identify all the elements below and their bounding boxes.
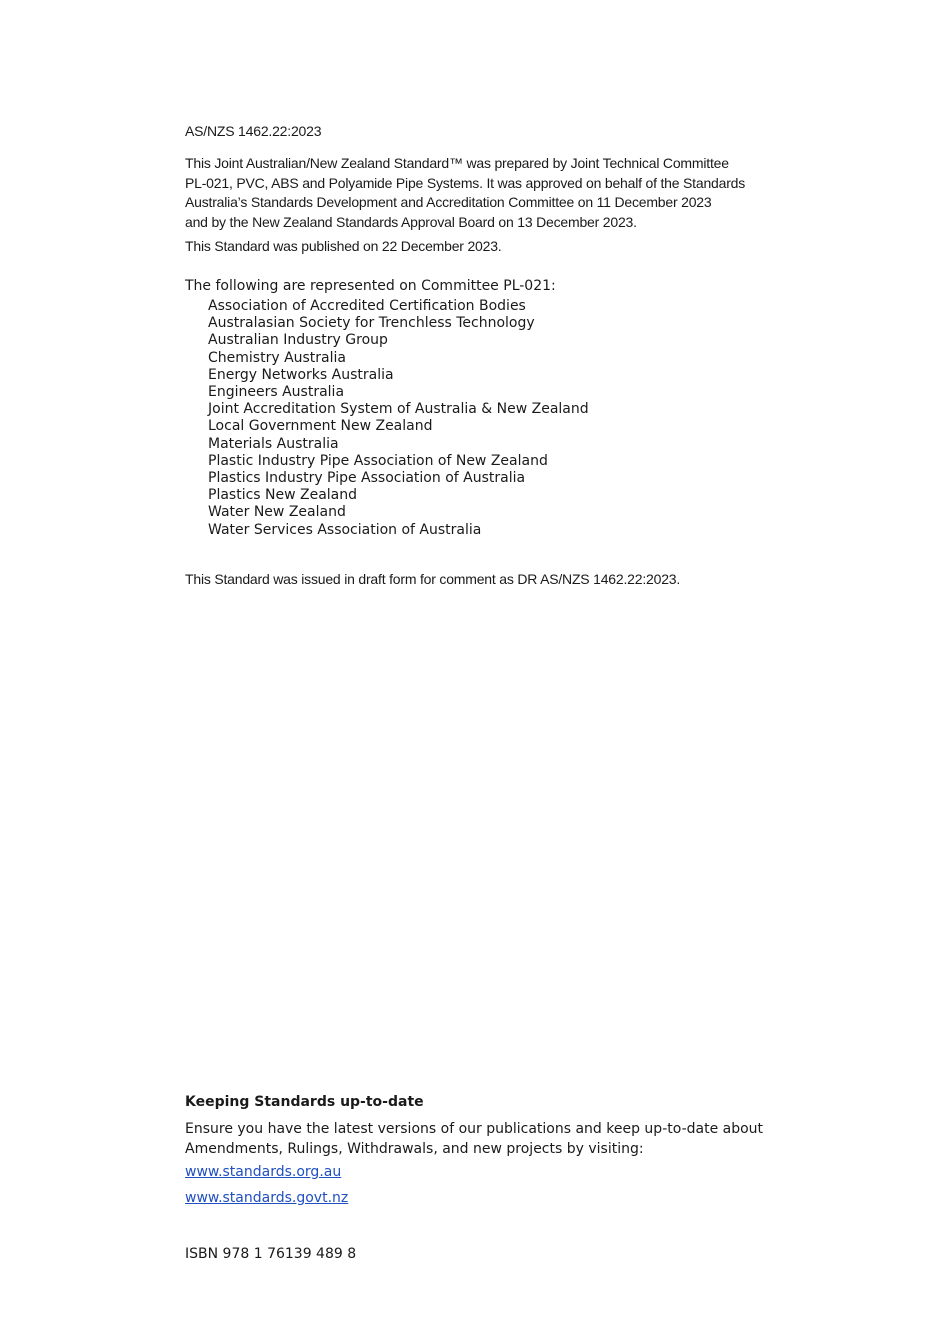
document-page [185, 0, 785, 1344]
committee-member: Joint Accreditation System of Australia & New Zealand [208, 401, 589, 418]
preparation-line: This Joint Australian/New Zealand Standard™ was prepared by Joint Technical Committee [185, 155, 729, 171]
committee-member: Plastics New Zealand [208, 487, 358, 504]
committee-member-list [208, 298, 589, 539]
committee-member: Water New Zealand [208, 504, 346, 521]
standard-number: AS/NZS 1462.22:2023 [185, 123, 322, 139]
committee-member: Local Government New Zealand [208, 418, 433, 435]
committee-member: Chemistry Australia [208, 349, 346, 366]
committee-member: Australian Industry Group [208, 332, 388, 349]
committee-member: Plastics Industry Pipe Association of Australia [208, 470, 526, 487]
preparation-paragraph [185, 154, 785, 232]
committee-member: Water Services Association of Australia [208, 521, 482, 538]
publication-date: This Standard was published on 22 December 2023. [185, 238, 502, 254]
committee-member: Materials Australia [208, 435, 339, 452]
preparation-line: and by the New Zealand Standards Approval Board on 13 December 2023. [185, 213, 637, 230]
keeping-line: Amendments, Rulings, Withdrawals, and new projects by visiting: [185, 1141, 644, 1157]
committee-member: Australasian Society for Trenchless Technology [208, 315, 535, 332]
standards-nz-link[interactable]: www.standards.govt.nz [185, 1190, 349, 1206]
committee-intro: The following are represented on Committee PL-021: [185, 278, 556, 294]
committee-member: Plastic Industry Pipe Association of New Zealand [208, 452, 548, 469]
draft-note: This Standard was issued in draft form for comment as DR AS/NZS 1462.22:2023. [185, 571, 681, 587]
keeping-up-to-date-heading: Keeping Standards up-to-date [185, 1094, 424, 1110]
committee-member: Energy Networks Australia [208, 366, 394, 383]
isbn: ISBN 978 1 76139 489 8 [185, 1246, 357, 1262]
committee-member: Association of Accredited Certification Bodies [208, 298, 526, 314]
preparation-line: Australia’s Standards Development and Accreditation Committee on 11 December 2023 [185, 194, 712, 210]
keeping-line: Ensure you have the latest versions of our publications and keep up-to-date about [185, 1121, 764, 1137]
standards-au-link[interactable]: www.standards.org.au [185, 1164, 342, 1180]
preparation-line: PL-021, PVC, ABS and Polyamide Pipe Systems. It was approved on behalf of the Standards [185, 174, 746, 191]
committee-member: Engineers Australia [208, 384, 345, 401]
keeping-up-to-date-paragraph [185, 1119, 763, 1159]
